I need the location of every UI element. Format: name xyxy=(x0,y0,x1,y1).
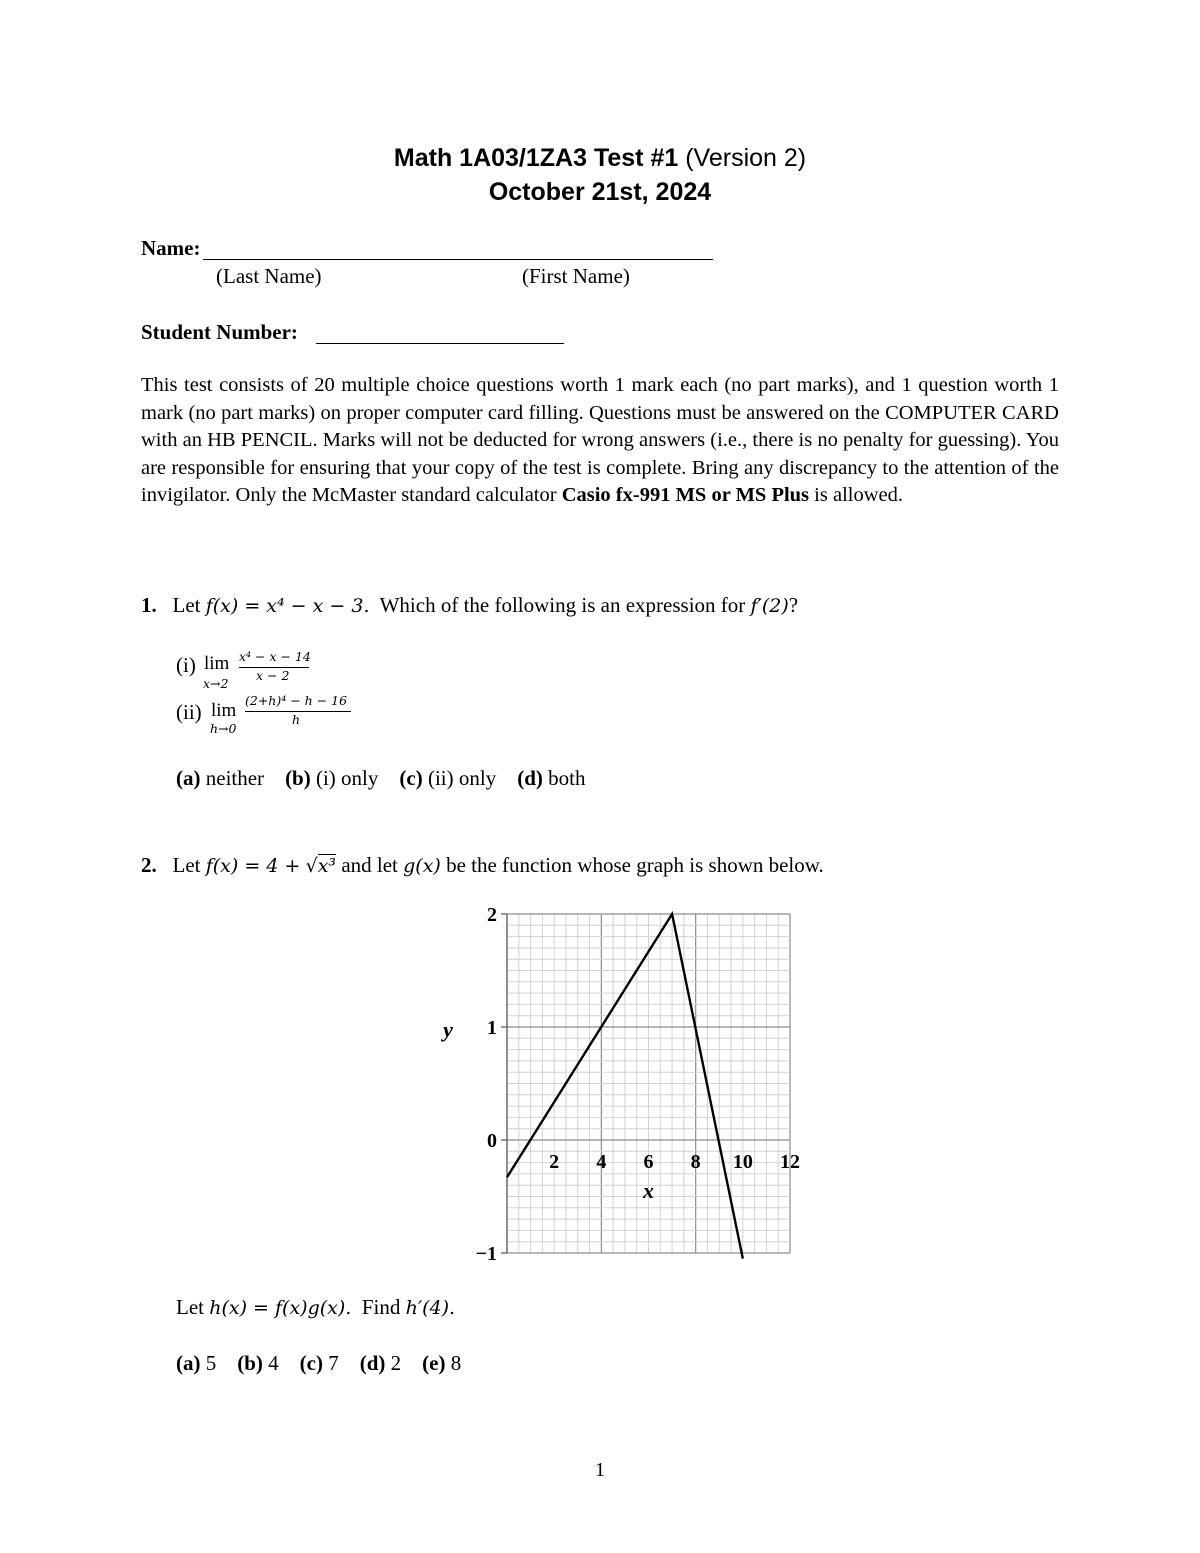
y-tick-label: 1 xyxy=(487,1017,497,1039)
choice-a[interactable]: (a) 5 xyxy=(176,1351,217,1375)
choice-b[interactable]: (b) 4 xyxy=(237,1351,279,1375)
name-label: Name: xyxy=(141,236,201,260)
question-1: 1. Let f(x) = x⁴ − x − 3. Which of the following is an expression for f′(2)? xyxy=(141,593,799,617)
last-name-hint: (Last Name) xyxy=(216,264,322,288)
x-tick-label: 10 xyxy=(732,1151,753,1173)
choice-c[interactable]: (c) (ii) only xyxy=(399,766,497,790)
y-axis-label: y xyxy=(443,1017,453,1042)
question-2: 2. Let f(x) = 4 + √x³ and let g(x) be the function whose graph is shown below. xyxy=(141,853,824,877)
x-tick-label: 12 xyxy=(780,1151,800,1173)
x-tick-label: 6 xyxy=(643,1151,654,1173)
function-graph xyxy=(430,895,810,1265)
student-number-label: Student Number: xyxy=(141,320,298,344)
x-tick-label: 2 xyxy=(549,1151,560,1173)
page-number: 1 xyxy=(595,1459,605,1481)
q2-answer-choices xyxy=(176,1351,461,1376)
y-tick-label: 0 xyxy=(487,1130,497,1152)
x-tick-label: 8 xyxy=(690,1151,701,1173)
choice-e[interactable]: (e) 8 xyxy=(422,1351,462,1375)
choice-b[interactable]: (b) (i) only xyxy=(285,766,379,790)
y-tick-label: −1 xyxy=(475,1243,497,1265)
first-name-hint: (First Name) xyxy=(522,264,630,288)
x-axis-label: x xyxy=(643,1178,654,1203)
instructions: This test consists of 20 multiple choice questions worth 1 mark each (no part marks), and 1 question worth 1 mark (no part marks) on proper computer card filling. Questions must be answered on the COMPUTER CARD with an HB PENCIL. Marks will not be deducted for wrong answers (i.e., there is no penalty for guessing). You are responsible for ensuring that your copy of the test is complete. Bring any discrepancy to the attention of the invigilator. Only the McMaster standard calculator Casio fx-991 MS or MS Plus is allowed. xyxy=(141,374,1059,506)
page-title: Math 1A03/1ZA3 Test #1 (Version 2) xyxy=(393,144,807,172)
test-page: Math 1A03/1ZA3 Test #1 (Version 2) October 21st, 2024 Name: (Last Name) (First Name) Student Number: This test consists of 20 multiple choice questions worth 1 mark each (no part marks), and 1 question worth 1 mark (no part marks) on proper computer card filling. Questions must be answered on the COMPUTER CARD with an HB PENCIL. Marks will not be deducted for wrong answers (i.e., there is no penalty for guessing). You are responsible for ensuring that your copy of the test is complete. Bring any discrepancy to the attention of the invigilator. Only the McMaster standard calculator Casio fx-991 MS or MS Plus is allowed. 1. Let f(x) = x⁴ − x − 3. Which of the following is an expression for f′(2)? (i) lim x→2 x⁴ − x − 14 x − 2 (ii) lim h→0 (2+h)⁴ − h − 16 h (a) neither (b) (i) only (c) (ii) only (d) both 2. Let f(x) = 4 + √x³ and let g(x) be the function whose graph is shown below. 2 4 6 8 10 12 2 1 0 −1 x y Let h(x) = f(x)g(x). Find h′(4). (a) 5 (b) 4 (c) 7 (d) 2 (e) 8 1 xyxy=(0,0,1200,1553)
y-tick-label: 2 xyxy=(487,904,497,926)
choice-a[interactable]: (a) neither xyxy=(176,766,265,790)
test-date: October 21st, 2024 xyxy=(488,178,712,206)
choice-d[interactable]: (d) both xyxy=(517,766,586,790)
name-field[interactable] xyxy=(203,259,713,260)
x-tick-label: 4 xyxy=(596,1151,607,1173)
choice-c[interactable]: (c) 7 xyxy=(299,1351,339,1375)
q1-answer-choices xyxy=(176,766,585,791)
choice-d[interactable]: (d) 2 xyxy=(359,1351,402,1375)
student-number-field[interactable] xyxy=(316,343,564,344)
question-2-part: Let h(x) = f(x)g(x). Find h′(4). xyxy=(176,1295,456,1319)
